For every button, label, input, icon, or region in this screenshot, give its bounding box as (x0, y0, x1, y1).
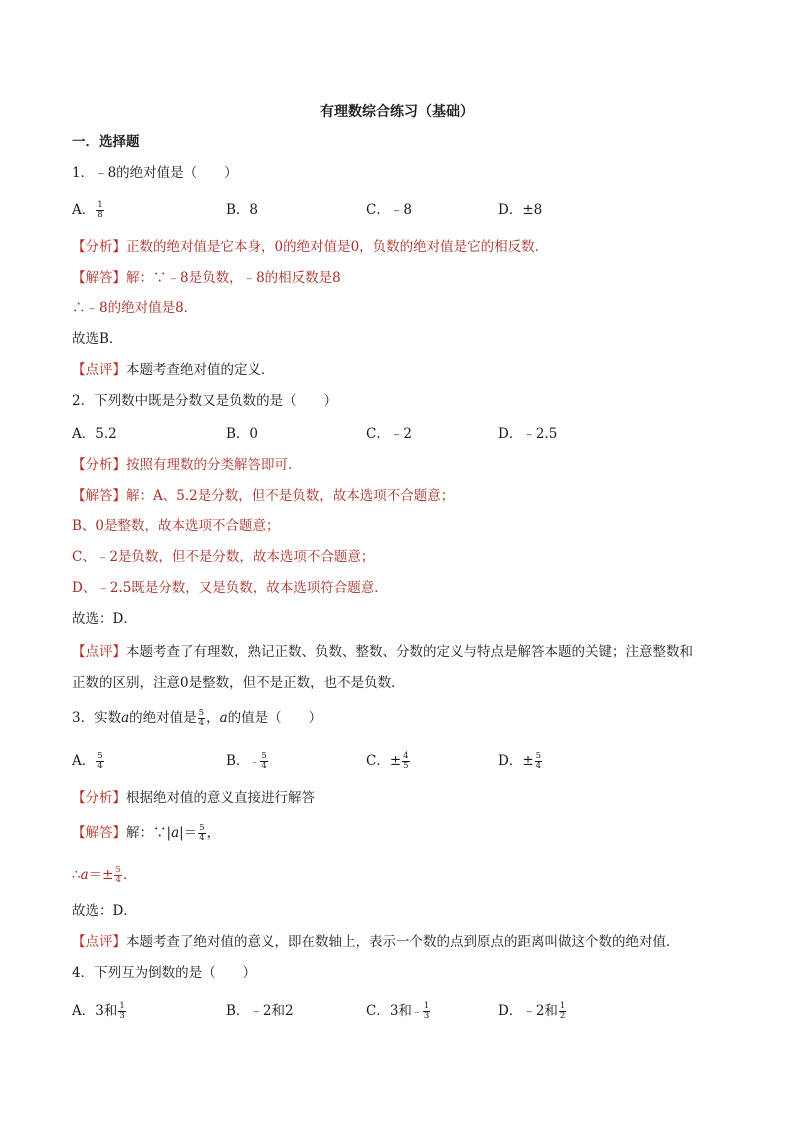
q1-comment: 【点评】本题考查绝对值的定义． (72, 362, 275, 378)
q2-answer: 【解答】解：A、5.2是分数，但不是负数，故本选项不合题意； (72, 488, 455, 504)
q2-option-c: C．﹣2 (366, 426, 412, 442)
q2-option-a: A．5.2 (72, 426, 117, 442)
page-title: 有理数综合练习（基础） (320, 104, 474, 120)
q3-answer-line2: ∴a＝± $\frac{5}{4}$ ． (72, 865, 137, 885)
q3-option-c: C．± $\frac{4}{5}$ (366, 751, 409, 771)
q2-comment: 【点评】本题考查了有理数，熟记正数、负数、整数、分数的定义与特点是解答本题的关键；注意整数和 (72, 644, 693, 660)
q1-option-c: C．﹣8 (366, 202, 412, 218)
q4-option-b: B．﹣2和2 (226, 1003, 294, 1019)
q4-option-d: D．﹣2和 $\frac{1}{2}$ (498, 1001, 566, 1021)
q1-answer: 【解答】解：∵﹣8是负数，﹣8的相反数是8 (72, 270, 341, 286)
q3-answer-line3: 故选：D． (72, 903, 137, 919)
q1-stem: 1．﹣8的绝对值是（ ） (72, 165, 238, 181)
q3-stem: 3．实数a的绝对值是 $\frac{5}{4}$ ，a的值是（ ） (72, 708, 323, 728)
q1-option-b: B．8 (226, 202, 259, 218)
q3-option-b: B．﹣ $\frac{5}{4}$ (226, 751, 267, 771)
q3-answer: 【解答】解：∵|a|＝ $\frac{5}{4}$ ， (72, 823, 221, 843)
q3-option-d: D．± $\frac{5}{4}$ (498, 751, 542, 771)
q2-option-d: D．﹣2.5 (498, 426, 558, 442)
q2-comment-line2: 正数的区别，注意0是整数，但不是正数，也不是负数． (72, 675, 405, 691)
q4-option-a: A．3和 $\frac{1}{3}$ (72, 1001, 125, 1021)
q2-answer-line4: D、﹣2.5既是分数，又是负数，故本选项符合题意． (72, 580, 388, 596)
section-heading: 一．选择题 (72, 134, 140, 150)
q2-answer-line3: C、﹣2是负数，但不是分数，故本选项不合题意； (72, 549, 375, 565)
q4-stem: 4．下列互为倒数的是（ ） (72, 965, 257, 981)
q3-analysis: 【分析】根据绝对值的意义直接进行解答 (72, 790, 315, 806)
q2-analysis: 【分析】按照有理数的分类解答即可． (72, 457, 302, 473)
q2-answer-line5: 故选：D． (72, 611, 137, 627)
q2-stem: 2．下列数中既是分数又是负数的是（ ） (72, 393, 338, 409)
q3-comment: 【点评】本题考查了绝对值的意义，即在数轴上，表示一个数的点到原点的距离叫做这个数的绝对值． (72, 934, 680, 950)
q2-option-b: B．0 (226, 426, 259, 442)
q3-option-a: A． $\frac{5}{4}$ (72, 751, 103, 771)
q2-answer-line2: B、0是整数，故本选项不合题意； (72, 518, 280, 534)
q1-answer-line2: ∴﹣8的绝对值是8． (72, 300, 198, 316)
q1-analysis: 【分析】正数的绝对值是它本身，0的绝对值是0，负数的绝对值是它的相反数． (72, 239, 549, 255)
q1-answer-line3: 故选B． (72, 331, 123, 347)
q1-option-d: D．±8 (498, 202, 543, 218)
q1-option-a: A． $\frac{1}{8}$ (72, 200, 103, 220)
q4-option-c: C．3和﹣ $\frac{1}{3}$ (366, 1001, 430, 1021)
